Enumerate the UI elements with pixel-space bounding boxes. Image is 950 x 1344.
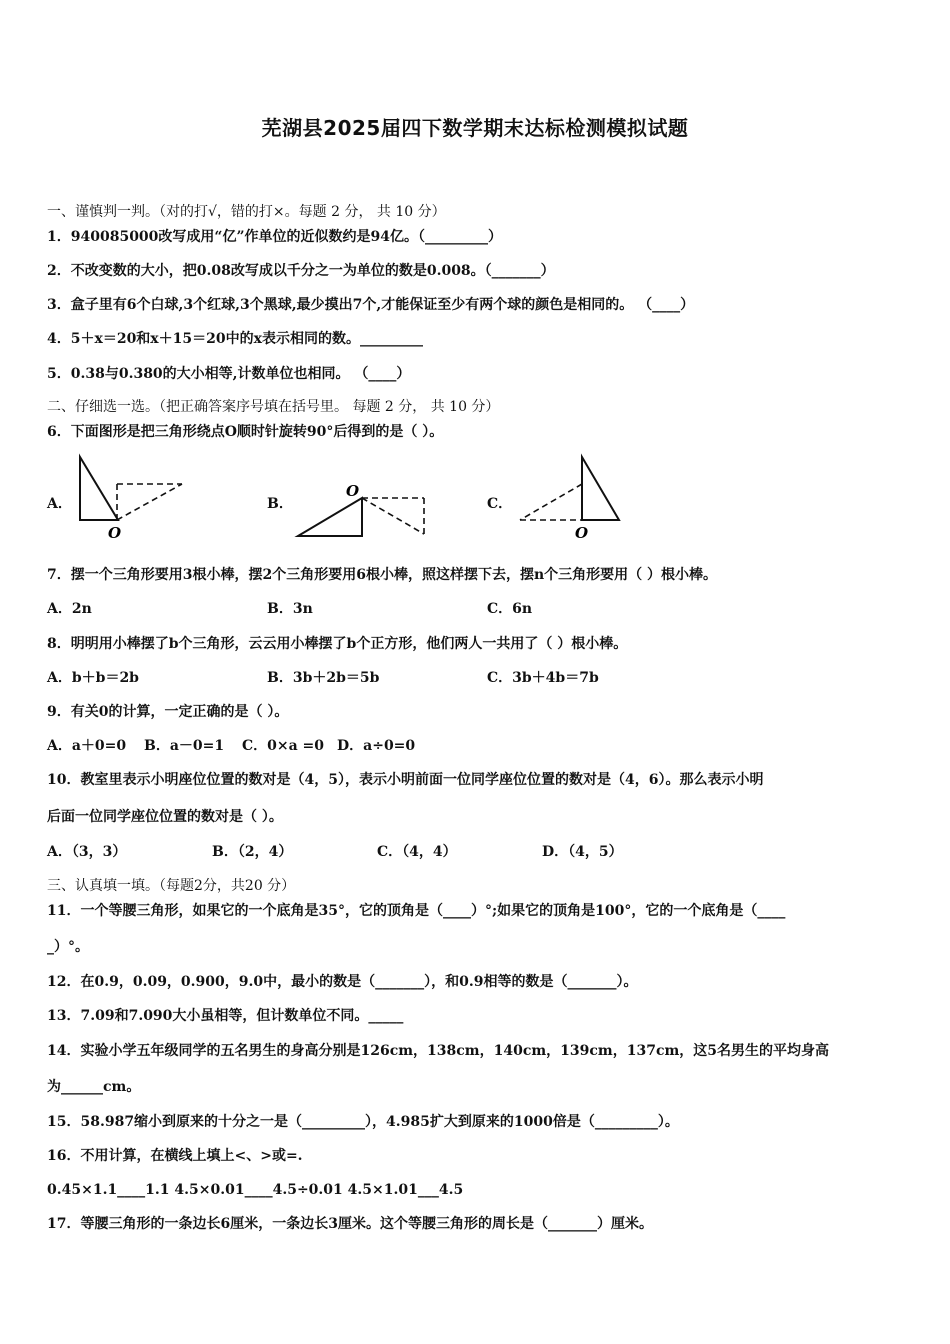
q10-option-a: A．（3，3） — [47, 844, 127, 860]
question-8: 8．明明用小棒摆了b个三角形，云云用小棒摆了b个正方形，他们两人一共用了（ ）根小棒。 — [47, 636, 628, 652]
section2-heading: 二、仔细选一选。（把正确答案序号填在括号里。 每题 2 分， 共 10 分） — [47, 399, 500, 415]
question-9: 9．有关0的计算，一定正确的是（ ）。 — [47, 704, 289, 720]
question-3: 3．盒子里有6个白球,3个红球,3个黑球,最少摸出7个,才能保证至少有两个球的颜色是相同的。 （____） — [47, 297, 695, 313]
q10-option-b: B．（2，4） — [212, 844, 293, 860]
q9-option-d: D．a÷0=0 — [337, 738, 416, 754]
point-o-label: O — [346, 482, 360, 500]
q10-option-d: D．（4，5） — [542, 844, 623, 860]
section3-heading: 三、认真填一填。（每题2分，共20 分） — [47, 878, 296, 894]
question-16-items: 0.45×1.1____1.1 4.5×0.01____4.5÷0.01 4.5×1.01___4.5 — [47, 1182, 464, 1198]
q8-option-b: B．3b＋2b＝5b — [267, 670, 380, 686]
question-7: 7．摆一个三角形要用3根小棒，摆2个三角形要用6根小棒，照这样摆下去，摆n个三角形要用（ ）根小棒。 — [47, 567, 718, 583]
q6-figure-b — [290, 480, 435, 542]
question-14-line2: 为______cm。 — [47, 1079, 141, 1095]
question-2: 2．不改变数的大小，把0.08改写成以千分之一为单位的数是0.008。（_______） — [47, 263, 555, 279]
question-17: 17．等腰三角形的一条边长6厘米，一条边长3厘米。这个等腰三角形的周长是（_______）厘米。 — [47, 1216, 653, 1232]
q8-option-a: A．b＋b＝2b — [47, 670, 139, 686]
question-11-line1: 11．一个等腰三角形，如果它的一个底角是35°，它的顶角是（____）°;如果它的顶角是100°，它的一个底角是（____ — [47, 903, 786, 919]
q7-option-c: C．6n — [487, 601, 533, 617]
q8-option-c: C．3b＋4b＝7b — [487, 670, 599, 686]
question-12: 12．在0.9，0.09，0.900，9.0中，最小的数是（_______），和0.9相等的数是（_______）。 — [47, 974, 638, 990]
q9-option-c: C．0×a =0 — [242, 738, 325, 754]
question-10-line1: 10．教室里表示小明座位位置的数对是（4，5），表示小明前面一位同学座位位置的数对是（4，6）。那么表示小明 — [47, 772, 764, 788]
point-o-label: O — [108, 524, 122, 542]
question-16: 16．不用计算，在横线上填上<、>或=. — [47, 1148, 303, 1164]
question-5: 5．0.38与0.380的大小相等,计数单位也相同。 （____） — [47, 366, 411, 382]
q9-option-a: A．a＋0=0 — [47, 738, 127, 754]
q6-option-b-label: B． — [267, 496, 293, 512]
q9-option-b: B．a－0=1 — [144, 738, 225, 754]
q10-option-c: C．（4，4） — [377, 844, 457, 860]
question-4: 4．5＋x＝20和x＋15＝20中的x表示相同的数。_________ — [47, 331, 423, 347]
q6-option-c-label: C． — [487, 496, 513, 512]
question-6: 6．下面图形是把三角形绕点O顺时针旋转90°后得到的是（ ）。 — [47, 424, 444, 440]
question-1: 1．940085000改写成用“亿”作单位的近似数约是94亿。（_________） — [47, 229, 502, 245]
q6-figure-c — [512, 450, 627, 545]
q7-option-a: A．2n — [47, 601, 92, 617]
page-title: 芜湖县2025届四下数学期末达标检测模拟试题 — [261, 116, 689, 140]
q6-figure-a — [70, 450, 200, 545]
q6-option-a-label: A． — [47, 496, 72, 512]
question-15: 15．58.987缩小到原来的十分之一是（_________），4.985扩大到原来的1000倍是（_________）。 — [47, 1114, 679, 1130]
section1-heading: 一、谨慎判一判。（对的打√，错的打×。每题 2 分， 共 10 分） — [47, 204, 446, 220]
question-14-line1: 14．实验小学五年级同学的五名男生的身高分别是126cm，138cm，140cm，139cm，137cm，这5名男生的平均身高 — [47, 1043, 830, 1059]
point-o-label: O — [575, 524, 589, 542]
question-10-line2: 后面一位同学座位位置的数对是（ ）。 — [47, 809, 283, 825]
q7-option-b: B．3n — [267, 601, 313, 617]
question-11-line2: _）°。 — [47, 939, 89, 955]
question-13: 13．7.09和7.090大小虽相等，但计数单位不同。_____ — [47, 1008, 404, 1024]
